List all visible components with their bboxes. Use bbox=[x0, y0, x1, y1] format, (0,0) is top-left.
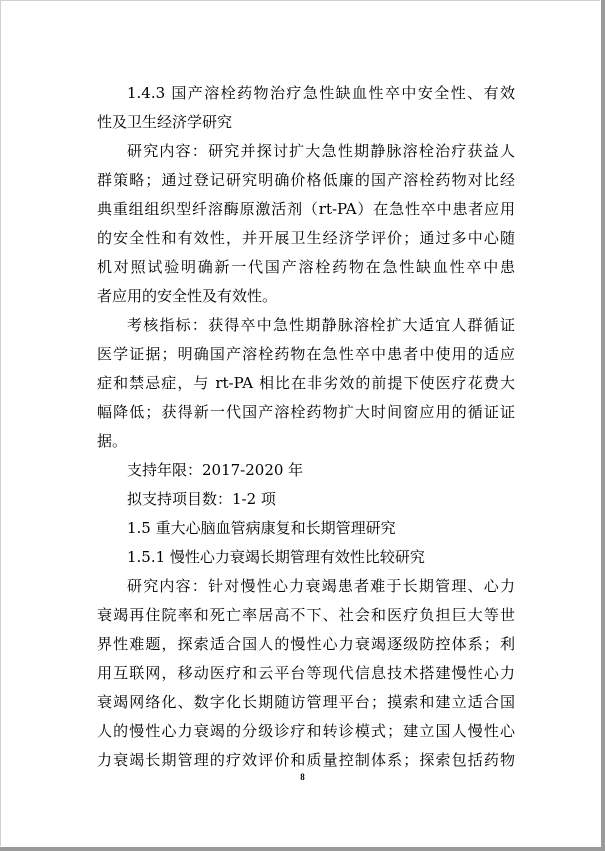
research-content-line: 人的慢性心力衰竭的分级诊疗和转诊模式；建立国人慢性心 bbox=[97, 722, 515, 740]
assessment-line: 幅降低；获得新一代国产溶栓药物扩大时间窗应用的循证证 bbox=[97, 403, 515, 421]
research-content-line: 衰竭网络化、数字化长期随访管理平台；摸索和建立适合国 bbox=[97, 693, 515, 711]
section-1-5-1-title: 1.5.1 慢性心力衰竭长期管理有效性比较研究 bbox=[127, 548, 425, 566]
research-content-line: 用互联网，移动医疗和云平台等现代信息技术搭建慢性心力 bbox=[97, 664, 515, 682]
research-content-line: 力衰竭长期管理的疗效评价和质量控制体系；探索包括药物 bbox=[97, 751, 515, 769]
research-content-line: 衰竭再住院率和死亡率居高不下、社会和医疗负担巨大等世 bbox=[97, 606, 515, 624]
section-1-4-3-title-line-1: 1.4.3 国产溶栓药物治疗急性缺血性卒中安全性、有效 bbox=[127, 84, 515, 102]
assessment-line: 症和禁忌症，与 rt-PA 相比在非劣效的前提下使医疗花费大 bbox=[97, 374, 515, 392]
research-content-line: 群策略；通过登记研究明确价格低廉的国产溶栓药物对比经 bbox=[97, 171, 515, 189]
page-number: 8 bbox=[300, 772, 305, 782]
research-content-line: 者应用的安全性及有效性。 bbox=[97, 287, 278, 305]
research-content-line: 典重组组织型纤溶酶原激活剂（rt-PA）在急性卒中患者应用 bbox=[97, 200, 515, 218]
section-1-5-title: 1.5 重大心脑血管病康复和长期管理研究 bbox=[127, 519, 396, 537]
research-content-line: 研究内容：针对慢性心力衰竭患者难于长期管理、心力 bbox=[127, 577, 515, 595]
assessment-line: 医学证据；明确国产溶栓药物在急性卒中患者中使用的适应 bbox=[97, 345, 515, 363]
project-count: 拟支持项目数：1-2 项 bbox=[127, 490, 276, 508]
research-content-line: 机对照试验明确新一代国产溶栓药物在急性缺血性卒中患 bbox=[97, 258, 515, 276]
page-content bbox=[97, 79, 515, 775]
research-content-line: 的安全性和有效性，并开展卫生经济学评价；通过多中心随 bbox=[97, 229, 515, 247]
assessment-line: 据。 bbox=[97, 432, 128, 450]
research-content-line: 研究内容：研究并探讨扩大急性期静脉溶栓治疗获益人 bbox=[127, 142, 515, 160]
assessment-line: 考核指标：获得卒中急性期静脉溶栓扩大适宜人群循证 bbox=[127, 316, 515, 334]
support-years: 支持年限：2017-2020 年 bbox=[127, 461, 304, 479]
research-content-line: 界性难题，探索适合国人的慢性心力衰竭逐级防控体系；利 bbox=[97, 635, 515, 653]
section-1-4-3-title-line-2: 性及卫生经济学研究 bbox=[97, 113, 233, 131]
